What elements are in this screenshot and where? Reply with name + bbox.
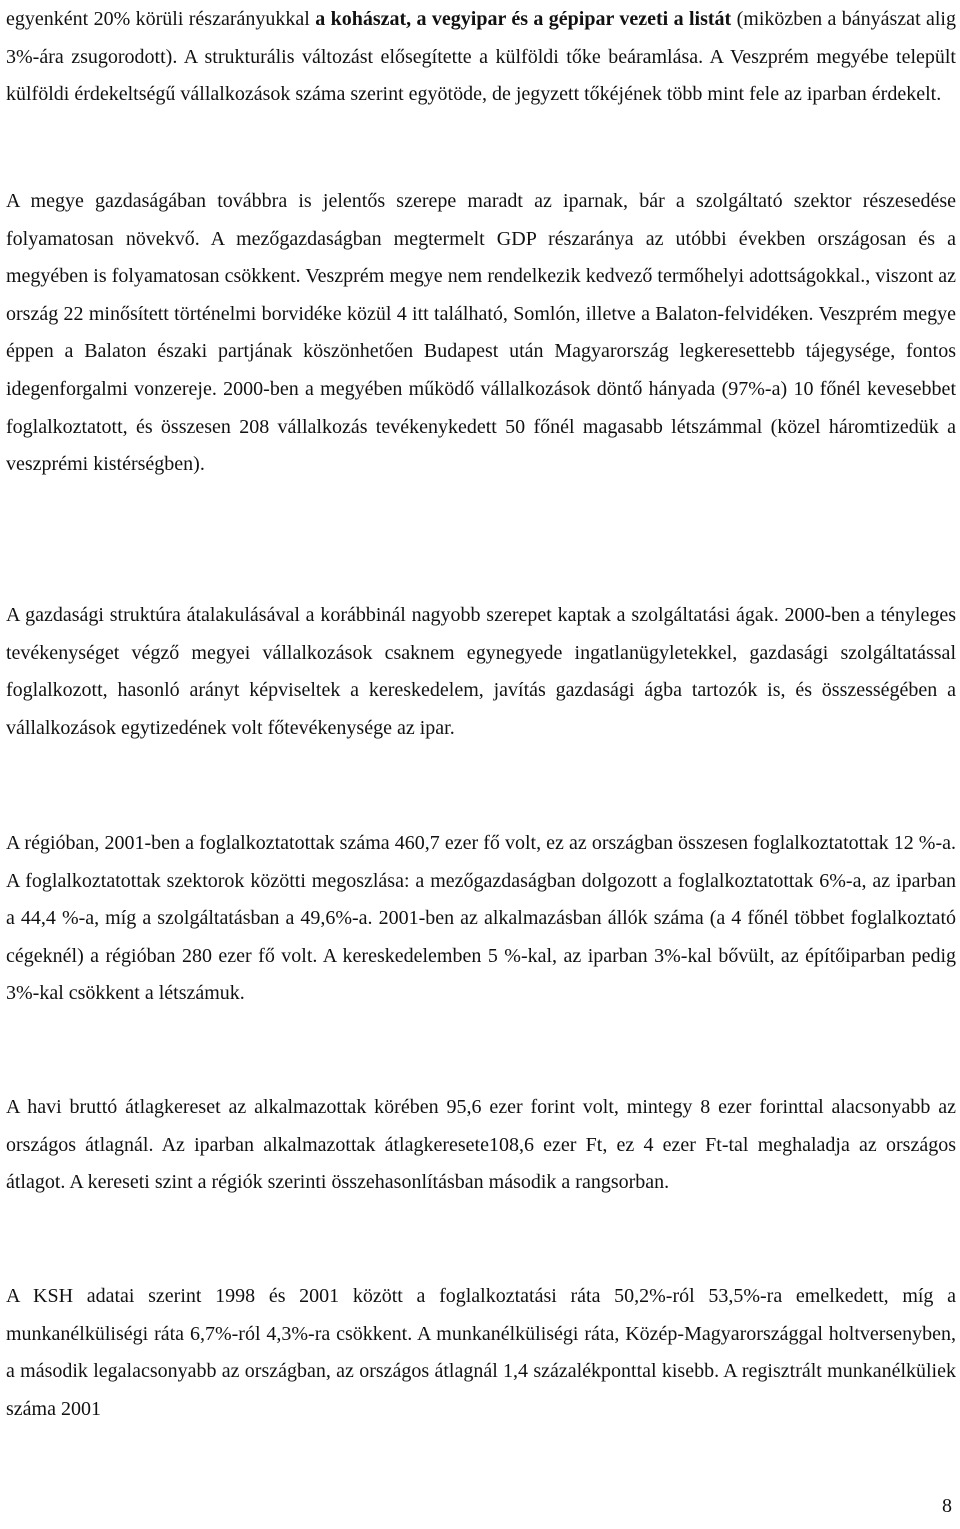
- paragraph-3-text: A gazdasági struktúra átalakulásával a korábbinál nagyobb szerepet kaptak a szolgáltatási ágak. 2000-ben a tényleges tevékenységet végző megyei vállalkozások csaknem egynegyede ingatlanügyletekkel, gazdasági szolgáltatással foglalkozott, hasonló arányt képviseltek a kereskedelem, javítás gazdasági ágba tartozók is, és összességében a vállalkozások egytizedének volt főtevékenysége az ipar.: [6, 604, 956, 739]
- paragraph-employment: [6, 825, 956, 1013]
- paragraph-5-text: A havi bruttó átlagkereset az alkalmazottak körében 95,6 ezer forint volt, mintegy 8 ezer forinttal alacsonyabb az országos átlagnál. Az iparban alkalmazottak átlagkeresete108,6 ezer Ft, ez 4 ezer Ft-tal meghaladja az országos átlagot. A kereseti szint a régiók szerinti összehasonlításban második a rangsorban.: [6, 1096, 956, 1194]
- paragraph-wages: [6, 1089, 956, 1202]
- paragraph-2-text: A megye gazdaságában továbbra is jelentős szerepe maradt az iparnak, bár a szolgáltató szektor részesedése folyamatosan növekvő. A mezőgazdaságban megtermelt GDP részaránya az utóbbi években országosan és a megyében is folyamatosan csökkent. Veszprém megye nem rendelkezik kedvező termőhelyi adottságokkal., viszont az ország 22 minősített történelmi borvidéke közül 4 itt található, Somlón, illetve a Balaton-felvidéken. Veszprém megye éppen a Balaton északi partjának köszönhetően Budapest után Magyarország legkeresettebb tájegysége, fontos idegenforgalmi vonzereje. 2000-ben a megyében működő vállalkozások döntő hányada (97%-a) 10 főnél kevesebbet foglalkoztatott, és összesen 208 vállalkozás tevékenykedett 50 főnél magasabb létszámmal (közel háromtizedük a veszprémi kistérségben).: [6, 190, 956, 476]
- page-number: 8: [942, 1495, 952, 1517]
- paragraph-services: [6, 597, 956, 747]
- paragraph-industry-structure: [6, 1, 956, 114]
- paragraph-1-bold-text: a kohászat, a vegyipar és a gépipar vezeti a listát: [315, 8, 732, 30]
- paragraph-4-text: A régióban, 2001-ben a foglalkoztatottak száma 460,7 ezer fő volt, ez az országban összesen foglalkoztatottak 12 %-a. A foglalkoztatottak szektorok közötti megoszlása: a mezőgazdaságban dolgozott a foglalkoztatottak 6%-a, az iparban a 44,4 %-a, míg a szolgáltatásban a 49,6%-a. 2001-ben az alkalmazásban állók száma (a 4 főnél többet foglalkoztató cégeknél) a régióban 280 ezer fő volt. A kereskedelemben 5 %-kal, az iparban 3%-kal bővült, az építőiparban pedig 3%-kal csökkent a létszámuk.: [6, 832, 956, 1005]
- paragraph-unemployment: [6, 1278, 956, 1428]
- paragraph-county-economy: [6, 183, 956, 484]
- paragraph-1-text-a: egyenként 20% körüli részarányukkal: [6, 8, 316, 30]
- paragraph-1-text-b: (miközben a bányászat alig 3%-ára zsugorodott). A strukturális változást elősegítette a külföldi tőke beáramlása. A Veszprém megyébe települt külföldi érdekeltségű vállalkozások száma szerint egyötöde, de jegyzett tőkéjének több mint fele az iparban érdekelt.: [6, 8, 956, 106]
- paragraph-6-text: A KSH adatai szerint 1998 és 2001 között a foglalkoztatási ráta 50,2%-ról 53,5%-ra emelkedett, míg a munkanélküliségi ráta 6,7%-ról 4,3%-ra csökkent. A munkanélküliségi ráta, Közép-Magyarországgal holtversenyben, a második legalacsonyabb az országban, az országos átlagnál 1,4 százalékponttal kisebb. A regisztrált munkanélküliek száma 2001: [6, 1285, 956, 1420]
